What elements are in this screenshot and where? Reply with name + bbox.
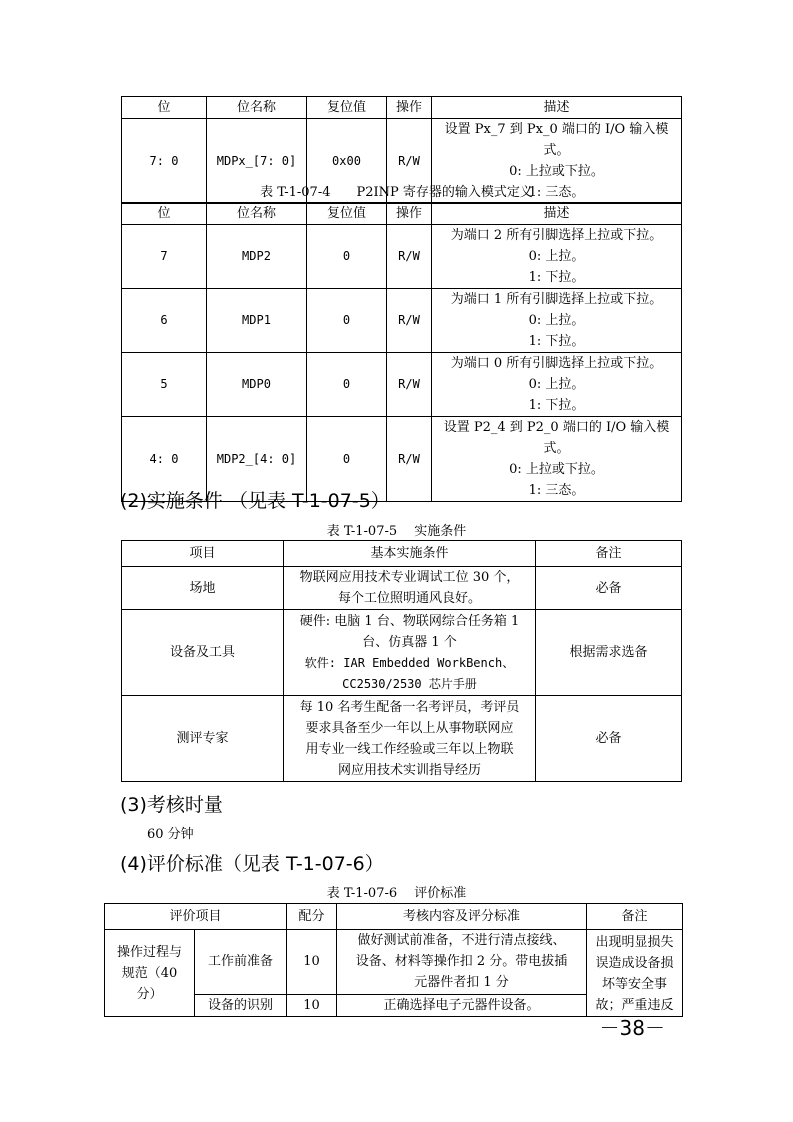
cell-name: MDP2 [207,225,307,289]
cell-desc [432,417,682,502]
group-line: 操作过程与 [116,944,182,960]
cell-score: 10 [287,994,337,1016]
cell-group [105,930,195,1017]
cell-note [587,930,683,1017]
cond-line: 每个工位照明通风良好。 [337,591,481,606]
cell-op: R/W [387,353,432,417]
section-heading: (4)评价标准（见表 T-1-07-6） [120,853,384,875]
col-header-bit: 位 [122,203,207,225]
note-line: 误造成设备损 [595,956,674,971]
cond-line: 每 10 名考生配备一名考评员，考评员 [299,699,520,715]
table-row [122,225,682,289]
cell-name: MDP2_[4: 0] [207,417,307,502]
desc-line: 设置 Px_7 到 Px_0 端口的 I/O 输入模式。 [444,122,669,158]
desc-line: 1: 三态。 [528,483,585,498]
desc-line: 0: 上拉。 [528,377,585,392]
table-row [122,353,682,417]
desc-line: 1: 三态。 [528,185,585,200]
cond-line: 网应用技术实训指导经历 [337,762,481,778]
section-heading: (3)考核时量 [120,794,223,816]
cell-desc [432,225,682,289]
desc-line: 设置 P2_4 到 P2_0 端口的 I/O 输入模式。 [443,420,670,456]
desc-line: 0: 上拉或下拉。 [509,462,604,477]
col-header-item: 评价项目 [105,904,287,930]
cell-bit: 7: 0 [122,119,207,204]
col-header-name: 位名称 [207,97,307,119]
duration-text: 60 分钟 [147,827,194,842]
cell-item: 场地 [122,567,284,610]
table-row [122,610,682,696]
cond-line: 软件: IAR Embedded WorkBench、 [304,655,515,670]
cell-content [337,994,587,1016]
table-caption: 表 T-1-07-6 评价标准 [326,886,467,901]
col-header-note: 备注 [587,904,683,930]
table-row [122,696,682,782]
cell-reset: 0 [307,289,387,353]
col-header-desc: 描述 [432,97,682,119]
cell-op: R/W [387,119,432,204]
content-line: 设备、材料等操作扣 2 分。带电拔插 [355,954,568,970]
desc-line: 0: 上拉。 [528,249,585,264]
cell-content [337,930,587,995]
conditions-table [121,540,682,782]
note-line: 故；严重违反 [595,998,674,1013]
evaluation-table [104,903,683,1017]
col-header-op: 操作 [387,97,432,119]
group-line: 规范（40 [121,965,178,981]
cell-bit: 6 [122,289,207,353]
col-header-name: 位名称 [207,203,307,225]
cell-desc [432,289,682,353]
table-caption: 表 T-1-07-4 P2INP 寄存器的输入模式定义 [260,185,533,200]
cond-line: 用专业一线工作经验或三年以上物联 [305,741,514,757]
cell-reset: 0x00 [307,119,387,204]
cond-line: 台、仿真器 1 个 [362,634,457,650]
cell-reset: 0 [307,353,387,417]
cell-name: MDPx_[7: 0] [207,119,307,204]
cell-condition [284,696,536,782]
cell-bit: 4: 0 [122,417,207,502]
col-header-condition: 基本实施条件 [284,541,536,567]
col-header-content: 考核内容及评分标准 [337,904,587,930]
col-header-reset: 复位值 [307,97,387,119]
cell-note: 必备 [536,567,682,610]
cell-condition [284,567,536,610]
cell-note: 必备 [536,696,682,782]
content-line: 做好测试前准备，不进行清点接线、 [357,933,566,949]
cell-op: R/W [387,289,432,353]
content-line: 正确选择电子元器件设备。 [383,997,540,1013]
desc-line: 0: 上拉或下拉。 [509,164,604,179]
table-row [122,289,682,353]
cell-subitem: 设备的识别 [195,994,287,1016]
desc-line: 1: 下拉。 [528,334,585,349]
group-line: 分） [136,986,163,1002]
cell-subitem: 工作前准备 [195,930,287,995]
cell-op: R/W [387,417,432,502]
cell-reset: 0 [307,417,387,502]
cell-desc [432,353,682,417]
cell-reset: 0 [307,225,387,289]
table-caption: 表 T-1-07-5 实施条件 [326,524,467,539]
content-line: 元器件者扣 1 分 [414,975,509,991]
col-header-reset: 复位值 [307,203,387,225]
desc-line: 为端口 1 所有引脚选择上拉或下拉。 [450,292,663,307]
section-heading: (2)实施条件 （见表 T-1-07-5） [120,490,390,512]
cell-item: 设备及工具 [122,610,284,696]
register-table-2 [121,202,682,502]
table-row [105,930,683,995]
cond-line: CC2530/2530 芯片手册 [342,676,477,691]
desc-line: 1: 下拉。 [528,270,585,285]
cell-condition [284,610,536,696]
cell-op: R/W [387,225,432,289]
cell-bit: 7 [122,225,207,289]
table-row [122,567,682,610]
cell-score: 10 [287,930,337,995]
cond-line: 硬件: 电脑 1 台、物联网综合任务箱 1 [299,613,520,629]
cell-item: 测评专家 [122,696,284,782]
cond-line: 物联网应用技术专业调试工位 30 个， [299,570,520,585]
desc-line: 0: 上拉。 [528,313,585,328]
desc-line: 为端口 2 所有引脚选择上拉或下拉。 [450,228,663,243]
note-line: 出现明显损失 [595,935,674,950]
note-line: 坏等安全事 [602,977,668,992]
cell-bit: 5 [122,353,207,417]
cell-name: MDP0 [207,353,307,417]
cell-name: MDP1 [207,289,307,353]
col-header-note: 备注 [536,541,682,567]
col-header-bit: 位 [122,97,207,119]
cell-note: 根据需求选备 [536,610,682,696]
cond-line: 要求具备至少一年以上从事物联网应 [305,720,514,736]
desc-line: 为端口 0 所有引脚选择上拉或下拉。 [450,356,663,371]
col-header-score: 配分 [287,904,337,930]
col-header-item: 项目 [122,541,284,567]
desc-line: 1: 下拉。 [528,398,585,413]
page-number: －38－ [599,1016,665,1040]
col-header-desc: 描述 [432,203,682,225]
col-header-op: 操作 [387,203,432,225]
